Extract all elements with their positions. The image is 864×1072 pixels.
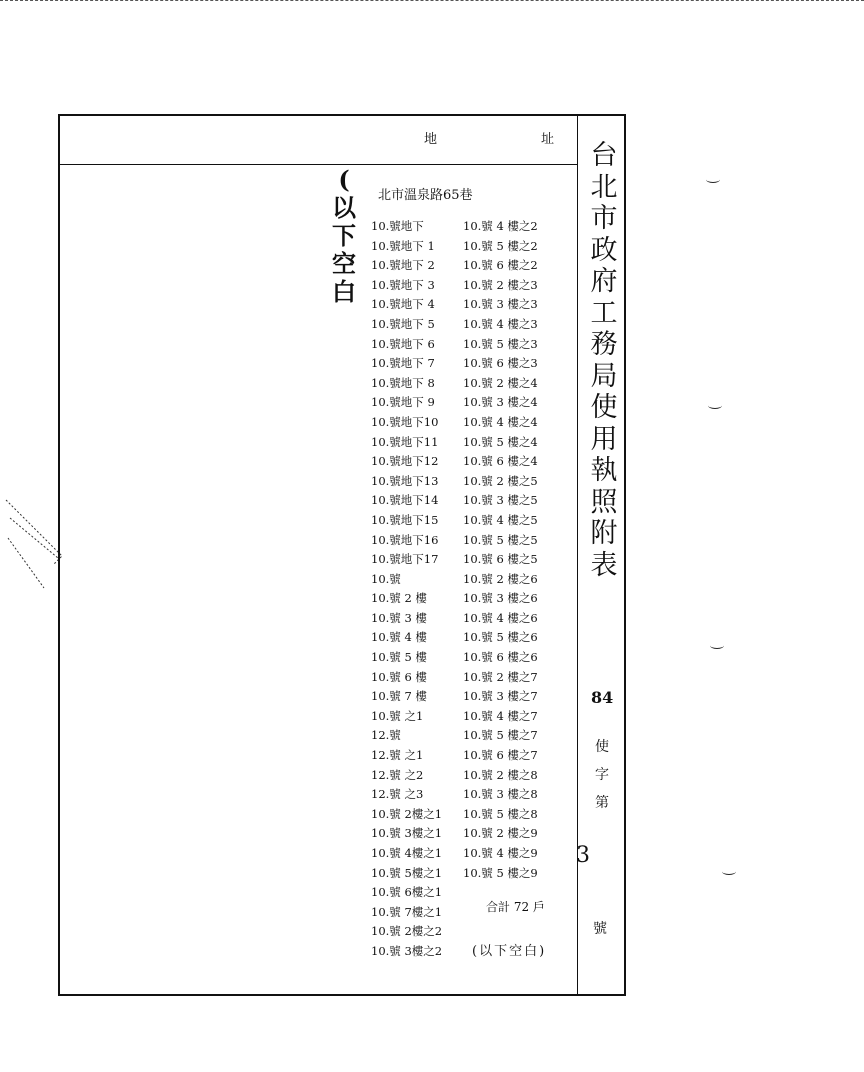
blank-below-note (324, 166, 364, 306)
address-entry: 10.號地下10 (371, 414, 439, 429)
address-entry: 10.號 4樓之1 (371, 846, 443, 860)
address-entry: 10.號 4 樓之6 (463, 610, 538, 625)
address-entry: 10.號 4 樓之7 (463, 708, 538, 723)
title-char: 表 (590, 549, 618, 581)
address-entry: 10.號地下16 (371, 532, 439, 547)
permit-number: 3 (576, 843, 590, 868)
address-entry: 10.號 3 樓之7 (463, 689, 538, 704)
address-entry: 10.號 6 樓 (371, 669, 427, 684)
address-entry: 10.號地下13 (371, 473, 439, 488)
address-entry: 10.號地下 2 (371, 258, 435, 273)
permit-year: 84 (591, 688, 614, 707)
header-address-left: 地 (424, 132, 438, 147)
address-entry: 10.號 2 樓之7 (463, 669, 538, 684)
address-entry: 10.號 2 樓之9 (463, 826, 538, 841)
address-entry: 10.號 4 樓之4 (463, 414, 538, 429)
address-entry: 10.號 6 樓之2 (463, 258, 538, 273)
document-title (586, 140, 622, 581)
address-entry: 10.號地下12 (371, 454, 439, 469)
address-entry: 10.號地下 5 (371, 316, 435, 331)
address-entry: 10.號地下 (371, 219, 424, 233)
address-entry: 12.號 之3 (371, 787, 424, 802)
address-entry: 10.號 6 樓之3 (463, 356, 538, 371)
address-entry: 10.號 6 樓之4 (463, 454, 538, 469)
address-entry: 10.號地下 7 (371, 356, 435, 371)
address-entry: 10.號 2 樓之3 (463, 277, 538, 292)
address-entry: 10.號地下 1 (371, 238, 435, 253)
address-prefix: 北市溫泉路65巷 (378, 188, 473, 203)
title-char: 附 (590, 518, 618, 549)
address-entry: 10.號 3 樓之4 (463, 395, 538, 410)
address-entry: 10.號地下15 (371, 512, 439, 527)
side-note-char: 下 (332, 221, 356, 250)
scan-top-edge (0, 0, 864, 4)
permit-suffix: 號 (593, 921, 607, 937)
address-entry: 10.號 2樓之2 (371, 924, 443, 939)
address-entry: 10.號地下11 (371, 434, 439, 449)
title-char: 台 (590, 140, 618, 171)
address-entry: 10.號 3 樓之5 (463, 493, 538, 508)
side-note-char: ( (338, 165, 350, 194)
address-entry: 10.號 6 樓之7 (463, 748, 538, 763)
address-entry: 10.號 2 樓之4 (463, 375, 538, 390)
address-entry: 10.號 3 樓之6 (463, 591, 538, 606)
address-list-left (371, 217, 442, 962)
title-char: 使 (590, 392, 618, 423)
address-entry: 10.號 5 樓之8 (463, 806, 538, 821)
address-entry: 10.號地下 4 (371, 297, 435, 312)
title-char: 政 (590, 234, 618, 266)
permit-char: 使 (595, 739, 609, 755)
title-char: 執 (590, 455, 618, 486)
address-entry: 10.號地下14 (371, 493, 439, 508)
address-entry: 10.號地下 9 (371, 395, 435, 410)
address-entry: 10.號地下17 (371, 552, 439, 567)
address-entry: 10.號 2樓之1 (371, 806, 443, 821)
address-entry: 10.號 5 樓之9 (463, 865, 538, 880)
address-entry: 10.號 6樓之1 (371, 885, 443, 900)
title-char: 局 (590, 360, 618, 392)
address-entry: 10.號 5 樓之5 (463, 532, 538, 547)
title-char: 府 (590, 266, 618, 297)
address-entry: 10.號 4 樓之9 (463, 846, 538, 860)
address-entry: 10.號 (371, 571, 401, 586)
address-entry: 10.號 3 樓 (371, 610, 427, 625)
address-entry: 10.號 3 樓之8 (463, 787, 538, 802)
title-char: 務 (590, 329, 618, 360)
address-entry: 10.號 2 樓 (371, 591, 427, 606)
binding-mark (708, 402, 722, 409)
address-entry: 10.號 7 樓 (371, 689, 427, 704)
address-entry: 10.號 5 樓之3 (463, 336, 538, 351)
address-entry: 10.號地下 3 (371, 277, 435, 292)
title-char: 市 (590, 203, 618, 234)
address-entry: 10.號 6 樓之5 (463, 552, 538, 567)
address-entry: 10.號 4 樓之3 (463, 316, 538, 331)
side-note-char: 空 (332, 249, 356, 278)
household-total: 合計 72 戶 (486, 900, 545, 914)
address-entry: 10.號 6 樓之6 (463, 650, 538, 665)
address-entry: 10.號 2 樓之6 (463, 571, 538, 586)
binding-mark (722, 868, 736, 875)
title-char: 北 (590, 171, 618, 203)
permit-char: 第 (595, 795, 609, 811)
binding-mark (710, 642, 724, 649)
address-entry: 10.號 4 樓之5 (463, 512, 538, 527)
side-note-char: 白 (332, 277, 356, 306)
header-address-right: 址 (541, 132, 555, 147)
address-entry: 10.號地下 6 (371, 336, 435, 351)
address-entry: 12.號 之1 (371, 748, 424, 763)
blank-below-footnote: (以下空白) (472, 944, 547, 959)
permit-char: 字 (595, 767, 609, 783)
address-entry: 10.號 之1 (371, 708, 424, 723)
side-note-char: 以 (332, 193, 356, 222)
address-entry: 10.號 4 樓之2 (463, 219, 538, 233)
address-entry: 10.號 5 樓之7 (463, 728, 538, 743)
address-entry: 10.號 5 樓 (371, 650, 427, 665)
binding-mark (706, 176, 720, 183)
address-entry: 10.號 5 樓之4 (463, 434, 538, 449)
address-entry: 12.號 (371, 728, 401, 743)
address-entry: 10.號 7樓之1 (371, 904, 443, 919)
address-entry: 10.號 3樓之2 (371, 943, 443, 958)
address-entry: 10.號 5 樓之6 (463, 630, 538, 645)
title-char: 照 (590, 486, 618, 518)
title-char: 用 (590, 423, 618, 455)
scan-artifact (4, 498, 66, 594)
address-entry: 10.號地下 8 (371, 375, 435, 390)
address-entry: 10.號 5樓之1 (371, 865, 443, 880)
permit-type-chars (591, 733, 613, 817)
address-entry: 10.號 3 樓之3 (463, 297, 538, 312)
address-list-right (463, 217, 538, 883)
address-entry: 10.號 2 樓之8 (463, 767, 538, 782)
address-entry: 10.號 3樓之1 (371, 826, 443, 841)
title-char: 工 (590, 297, 618, 329)
address-entry: 10.號 4 樓 (371, 630, 427, 645)
address-entry: 10.號 5 樓之2 (463, 238, 538, 253)
header-divider (60, 164, 578, 165)
address-entry: 10.號 2 樓之5 (463, 473, 538, 488)
address-entry: 12.號 之2 (371, 767, 424, 782)
